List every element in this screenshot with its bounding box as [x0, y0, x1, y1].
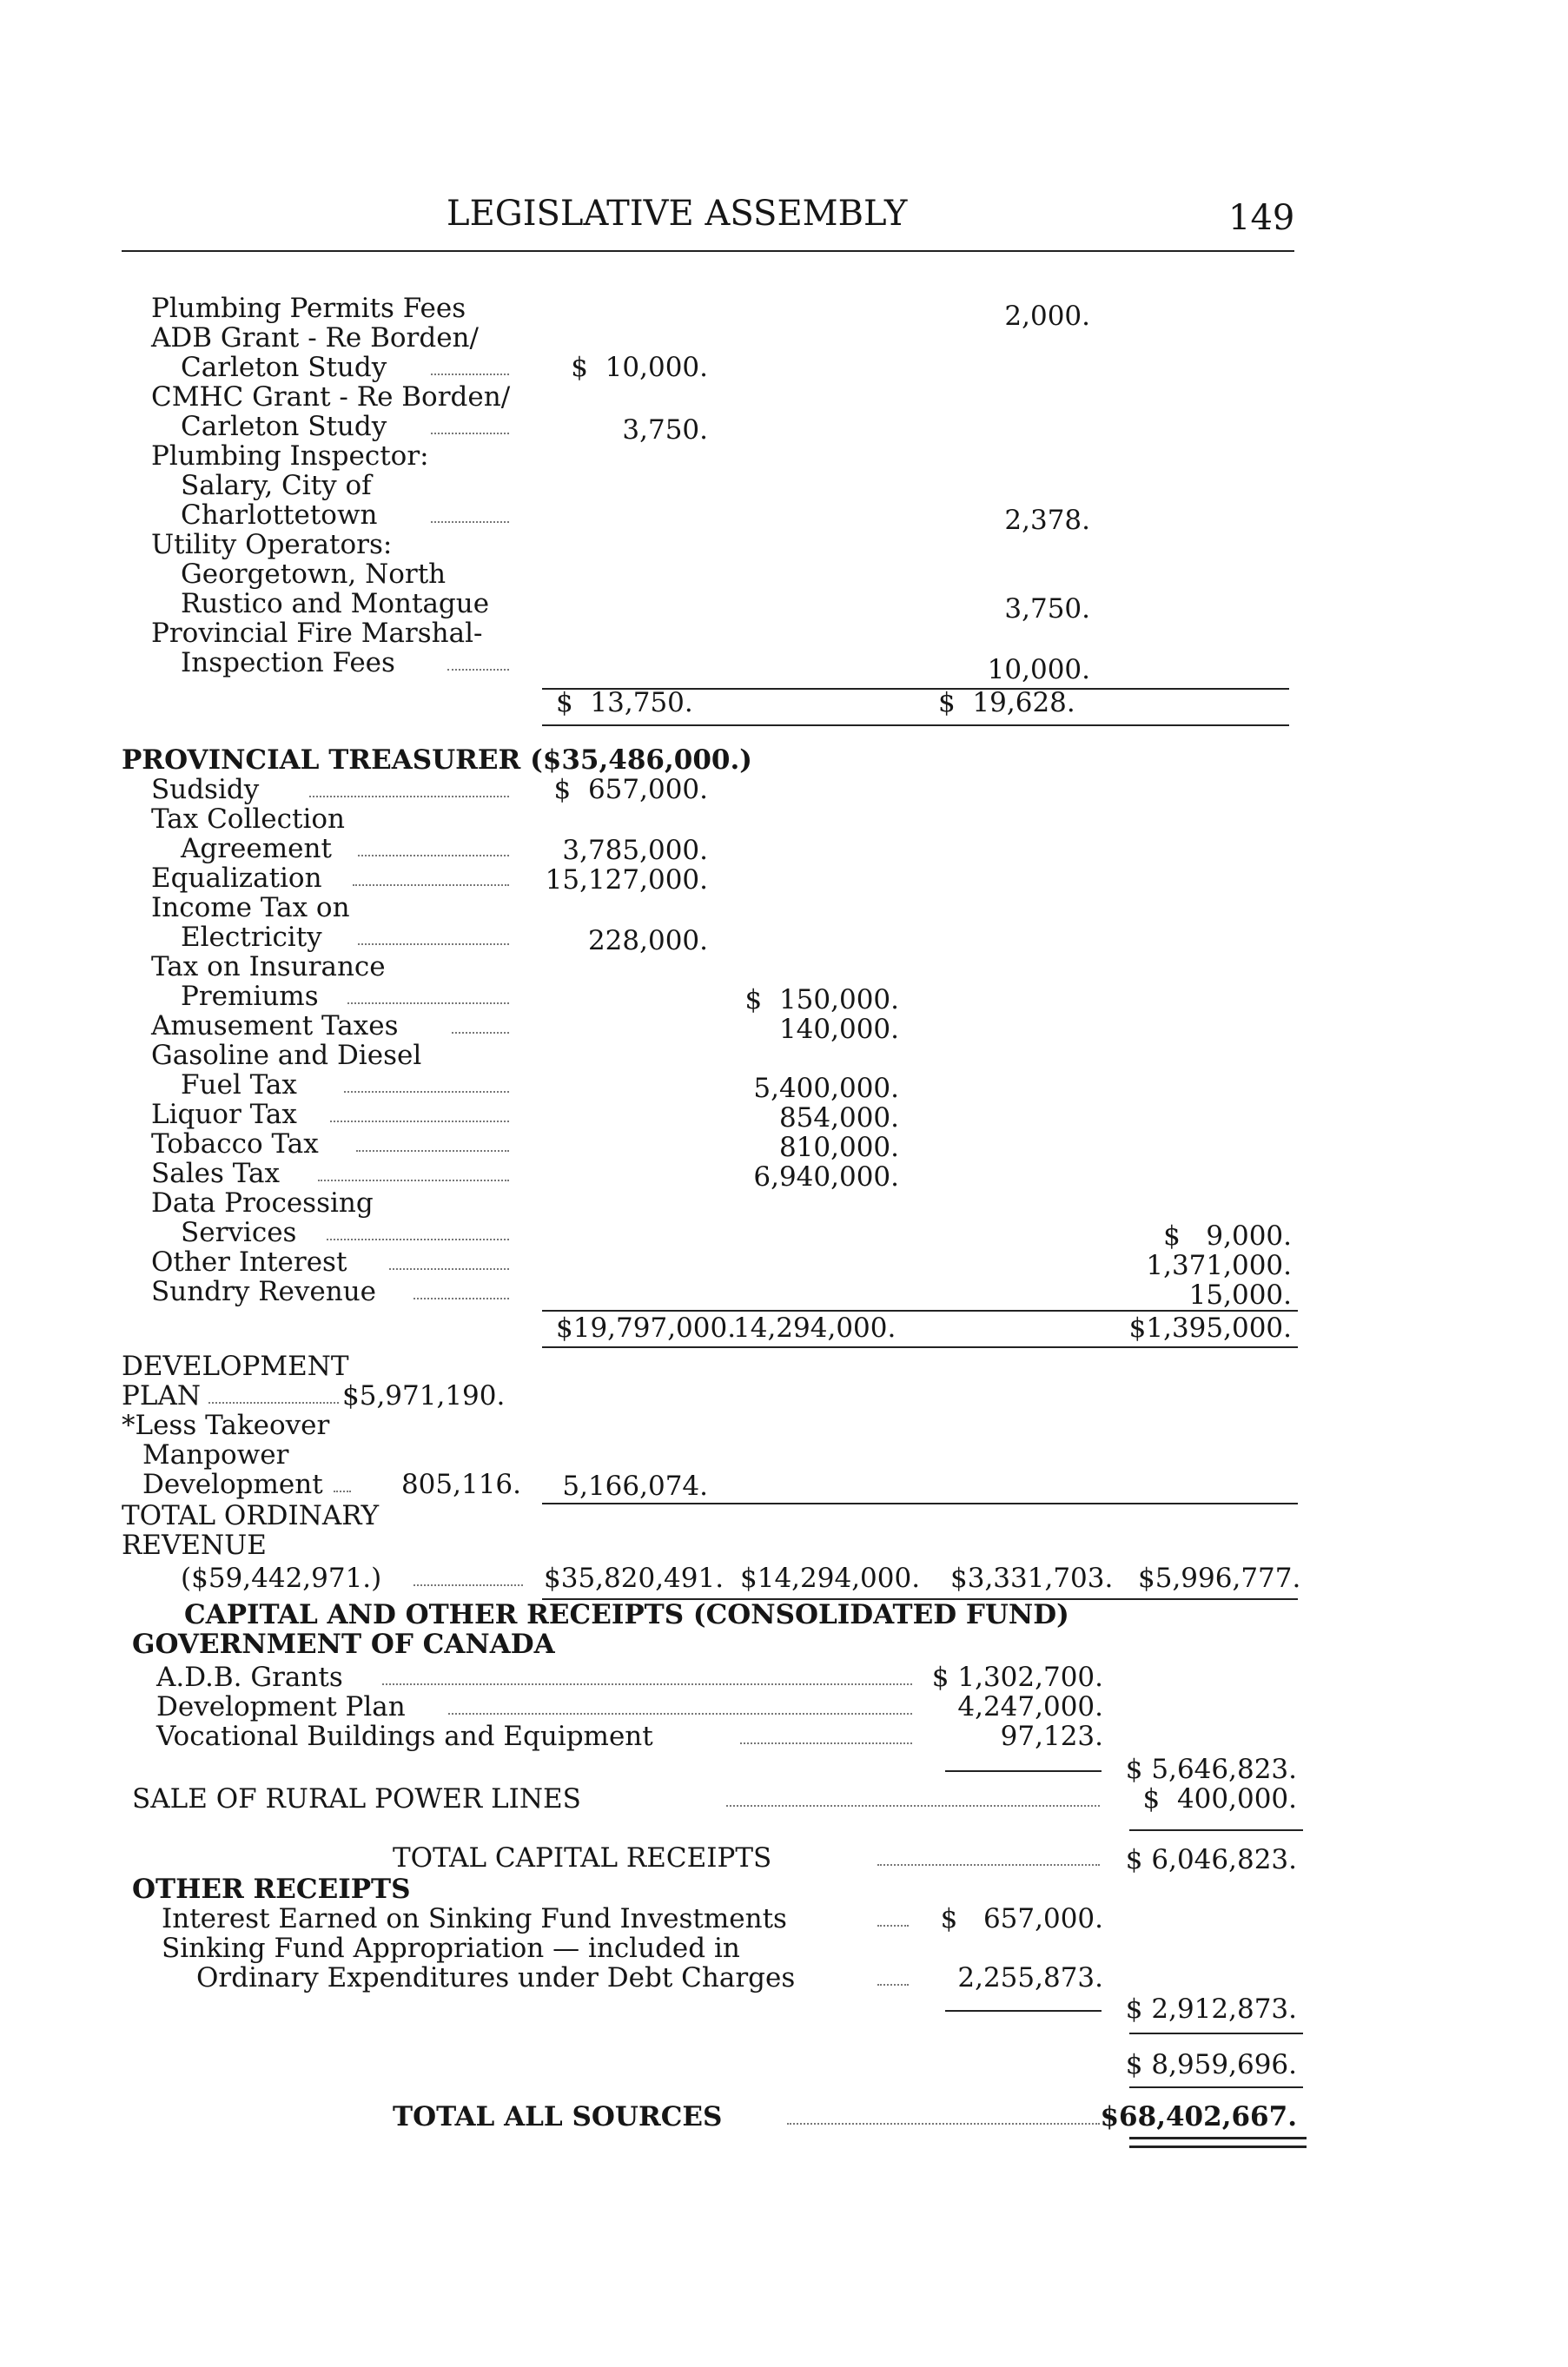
liquor-label: Liquor Tax — [151, 1099, 297, 1130]
grand-total-label: TOTAL ALL SOURCES — [393, 2101, 723, 2132]
subtotal-rule — [1129, 1829, 1303, 1831]
leader-dots — [327, 1239, 509, 1240]
ordinary-label: TOTAL ORDINARY — [122, 1500, 380, 1531]
leader-dots — [448, 1713, 912, 1715]
tax-collection-label: Tax Collection — [151, 803, 346, 835]
income-tax-amount: 228,000. — [587, 925, 708, 956]
utility-operators-label-3: Rustico and Montague — [181, 588, 490, 619]
ordinary-amount-4: $5,996,777. — [1138, 1563, 1301, 1594]
data-processing-label-2: Services — [181, 1217, 297, 1248]
page-number: 149 — [1228, 198, 1295, 238]
amusement-amount: 140,000. — [778, 1014, 899, 1045]
subtotal-rule — [945, 1770, 1102, 1772]
gov-canada-heading: GOVERNMENT OF CANADA — [132, 1629, 555, 1660]
leader-dots — [431, 521, 509, 523]
subsidy-label: Sudsidy — [151, 774, 260, 805]
gasoline-amount: 5,400,000. — [753, 1073, 899, 1104]
less-takeover-label: *Less Takeover — [122, 1410, 330, 1441]
insurance-label: Tax on Insurance — [151, 951, 386, 982]
sinking-fund-amount: 2,255,873. — [957, 1962, 1103, 1993]
capital-heading: CAPITAL AND OTHER RECEIPTS (CONSOLIDATED FUND) — [184, 1599, 1069, 1630]
ordinary-amount-3: $3,331,703. — [950, 1563, 1114, 1594]
double-rule — [1129, 2137, 1307, 2139]
subtotal-rule — [542, 1503, 1298, 1504]
other-subtotal-amount: $ 2,912,873. — [1125, 1993, 1297, 2025]
ordinary-revenue-label: REVENUE — [122, 1530, 267, 1561]
rural-power-label: SALE OF RURAL POWER LINES — [132, 1783, 581, 1815]
leader-dots — [330, 1121, 509, 1122]
insurance-label-2: Premiums — [181, 981, 319, 1012]
page-title: LEGISLATIVE ASSEMBLY — [447, 194, 908, 234]
treasurer-total-2: 14,294,000. — [733, 1312, 896, 1344]
top-total-1: $ 13,750. — [556, 687, 693, 718]
development-plan-label: PLAN — [122, 1380, 201, 1412]
leader-dots — [877, 1864, 1100, 1866]
subtotal-rule — [542, 1310, 1298, 1312]
adb-grant-label: ADB Grant - Re Borden/ — [151, 322, 479, 354]
adb-grants-label: A.D.B. Grants — [156, 1662, 343, 1693]
fire-marshal-amount: 10,000. — [987, 654, 1090, 685]
rural-power-amount: $ 400,000. — [1142, 1783, 1297, 1815]
interest-earned-label: Interest Earned on Sinking Fund Investments — [162, 1903, 787, 1934]
other-interest-label: Other Interest — [151, 1246, 347, 1278]
leader-dots — [334, 1491, 351, 1492]
top-total-3: $ 19,628. — [938, 687, 1075, 718]
vocational-label: Vocational Buildings and Equipment — [156, 1721, 653, 1752]
liquor-amount: 854,000. — [778, 1102, 899, 1134]
leader-dots — [740, 1742, 912, 1744]
tobacco-label: Tobacco Tax — [151, 1128, 319, 1160]
gasoline-label-2: Fuel Tax — [181, 1069, 297, 1101]
treasurer-total-4: $1,395,000. — [1128, 1312, 1292, 1344]
manpower-label: Manpower — [142, 1439, 289, 1471]
leader-dots — [431, 374, 509, 375]
equalization-amount: 15,127,000. — [545, 864, 708, 896]
cmhc-grant-label: CMHC Grant - Re Borden/ — [151, 381, 511, 413]
double-rule — [1129, 2146, 1307, 2148]
leader-dots — [358, 943, 509, 945]
tax-collection-amount: 3,785,000. — [562, 835, 708, 866]
insurance-amount: $ 150,000. — [744, 984, 899, 1015]
leader-dots — [389, 1268, 509, 1270]
data-processing-amount: $ 9,000. — [1163, 1220, 1292, 1252]
dev-plan-label: Development Plan — [156, 1691, 406, 1722]
gov-total-amount: $ 5,646,823. — [1125, 1754, 1297, 1785]
adb-grants-amount: $ 1,302,700. — [931, 1662, 1103, 1693]
sundry-label: Sundry Revenue — [151, 1276, 377, 1307]
leader-dots — [414, 1584, 523, 1586]
subtotal-rule — [945, 2010, 1102, 2012]
amusement-label: Amusement Taxes — [151, 1010, 399, 1041]
development-label: DEVELOPMENT — [122, 1351, 349, 1382]
fire-marshal-label: Provincial Fire Marshal- — [151, 618, 483, 649]
ordinary-amount-1: $35,820,491. — [544, 1563, 724, 1594]
income-tax-label: Income Tax on — [151, 892, 350, 923]
leader-dots — [787, 2123, 1100, 2125]
treasurer-total-1: $19,797,000. — [556, 1312, 737, 1344]
plumbing-inspector-label: Plumbing Inspector: — [151, 440, 429, 472]
ordinary-revenue-total: ($59,442,971.) — [181, 1563, 382, 1594]
plumbing-permits-label: Plumbing Permits Fees — [151, 293, 466, 324]
fire-marshal-label-2: Inspection Fees — [181, 647, 395, 678]
utility-operators-label-2: Georgetown, North — [181, 559, 447, 590]
plumbing-inspector-label-2: Salary, City of — [181, 470, 372, 501]
cmhc-grant-amount: 3,750. — [622, 414, 708, 446]
development-plan-amount: $5,971,190. — [342, 1380, 506, 1412]
gasoline-label: Gasoline and Diesel — [151, 1040, 422, 1071]
leader-dots — [452, 1032, 509, 1034]
subtotal-rule — [542, 724, 1289, 726]
interest-earned-amount: $ 657,000. — [940, 1903, 1103, 1934]
tax-collection-label-2: Agreement — [181, 833, 332, 864]
total-capital-label: TOTAL CAPITAL RECEIPTS — [393, 1842, 772, 1874]
leader-dots — [877, 1984, 909, 1986]
subtotal-rule — [1129, 2033, 1303, 2034]
other-interest-amount: 1,371,000. — [1146, 1250, 1292, 1281]
adb-grant-label-2: Carleton Study — [181, 352, 387, 383]
leader-dots — [356, 1150, 509, 1152]
plumbing-inspector-amount: 2,378. — [1004, 505, 1090, 536]
leader-dots — [726, 1805, 1100, 1807]
sundry-amount: 15,000. — [1188, 1279, 1292, 1311]
leader-dots — [309, 796, 509, 797]
sinking-fund-label-2: Ordinary Expenditures under Debt Charges — [196, 1962, 796, 1993]
other-receipts-heading: OTHER RECEIPTS — [132, 1874, 411, 1905]
combined-amount: $ 8,959,696. — [1125, 2049, 1297, 2080]
leader-dots — [877, 1925, 909, 1927]
leader-dots — [344, 1091, 509, 1093]
vocational-amount: 97,123. — [1000, 1721, 1103, 1752]
plumbing-inspector-label-3: Charlottetown — [181, 499, 378, 531]
leader-dots — [208, 1402, 339, 1404]
leader-dots — [447, 669, 509, 671]
development-net-amount: 5,166,074. — [562, 1471, 708, 1502]
dev-plan-amount: 4,247,000. — [957, 1691, 1103, 1722]
ordinary-amount-2: $14,294,000. — [740, 1563, 921, 1594]
tobacco-amount: 810,000. — [778, 1132, 899, 1163]
leader-dots — [358, 855, 509, 856]
grand-total-amount: $68,402,667. — [1100, 2101, 1297, 2132]
cmhc-grant-label-2: Carleton Study — [181, 411, 387, 442]
treasurer-heading: PROVINCIAL TREASURER ($35,486,000.) — [122, 744, 752, 776]
sinking-fund-label: Sinking Fund Appropriation — included in — [162, 1933, 740, 1964]
sales-label: Sales Tax — [151, 1158, 280, 1189]
utility-operators-amount: 3,750. — [1004, 593, 1090, 625]
less-takeover-amount: 805,116. — [400, 1469, 521, 1500]
plumbing-permits-amount: 2,000. — [1004, 301, 1090, 332]
leader-dots — [347, 1002, 509, 1004]
total-capital-amount: $ 6,046,823. — [1125, 1844, 1297, 1875]
subtotal-rule — [1129, 2086, 1303, 2088]
equalization-label: Equalization — [151, 863, 322, 894]
leader-dots — [318, 1180, 509, 1181]
subsidy-amount: $ 657,000. — [553, 774, 708, 805]
subtotal-rule — [542, 1346, 1298, 1348]
header-rule — [122, 250, 1294, 252]
leader-dots — [382, 1683, 912, 1685]
income-tax-label-2: Electricity — [181, 922, 322, 953]
leader-dots — [353, 884, 509, 886]
leader-dots — [414, 1298, 509, 1299]
data-processing-label: Data Processing — [151, 1187, 374, 1219]
utility-operators-label: Utility Operators: — [151, 529, 393, 560]
sales-amount: 6,940,000. — [753, 1161, 899, 1193]
leader-dots — [431, 433, 509, 434]
development-sub-label: Development — [142, 1469, 323, 1500]
adb-grant-amount: $ 10,000. — [571, 352, 708, 383]
